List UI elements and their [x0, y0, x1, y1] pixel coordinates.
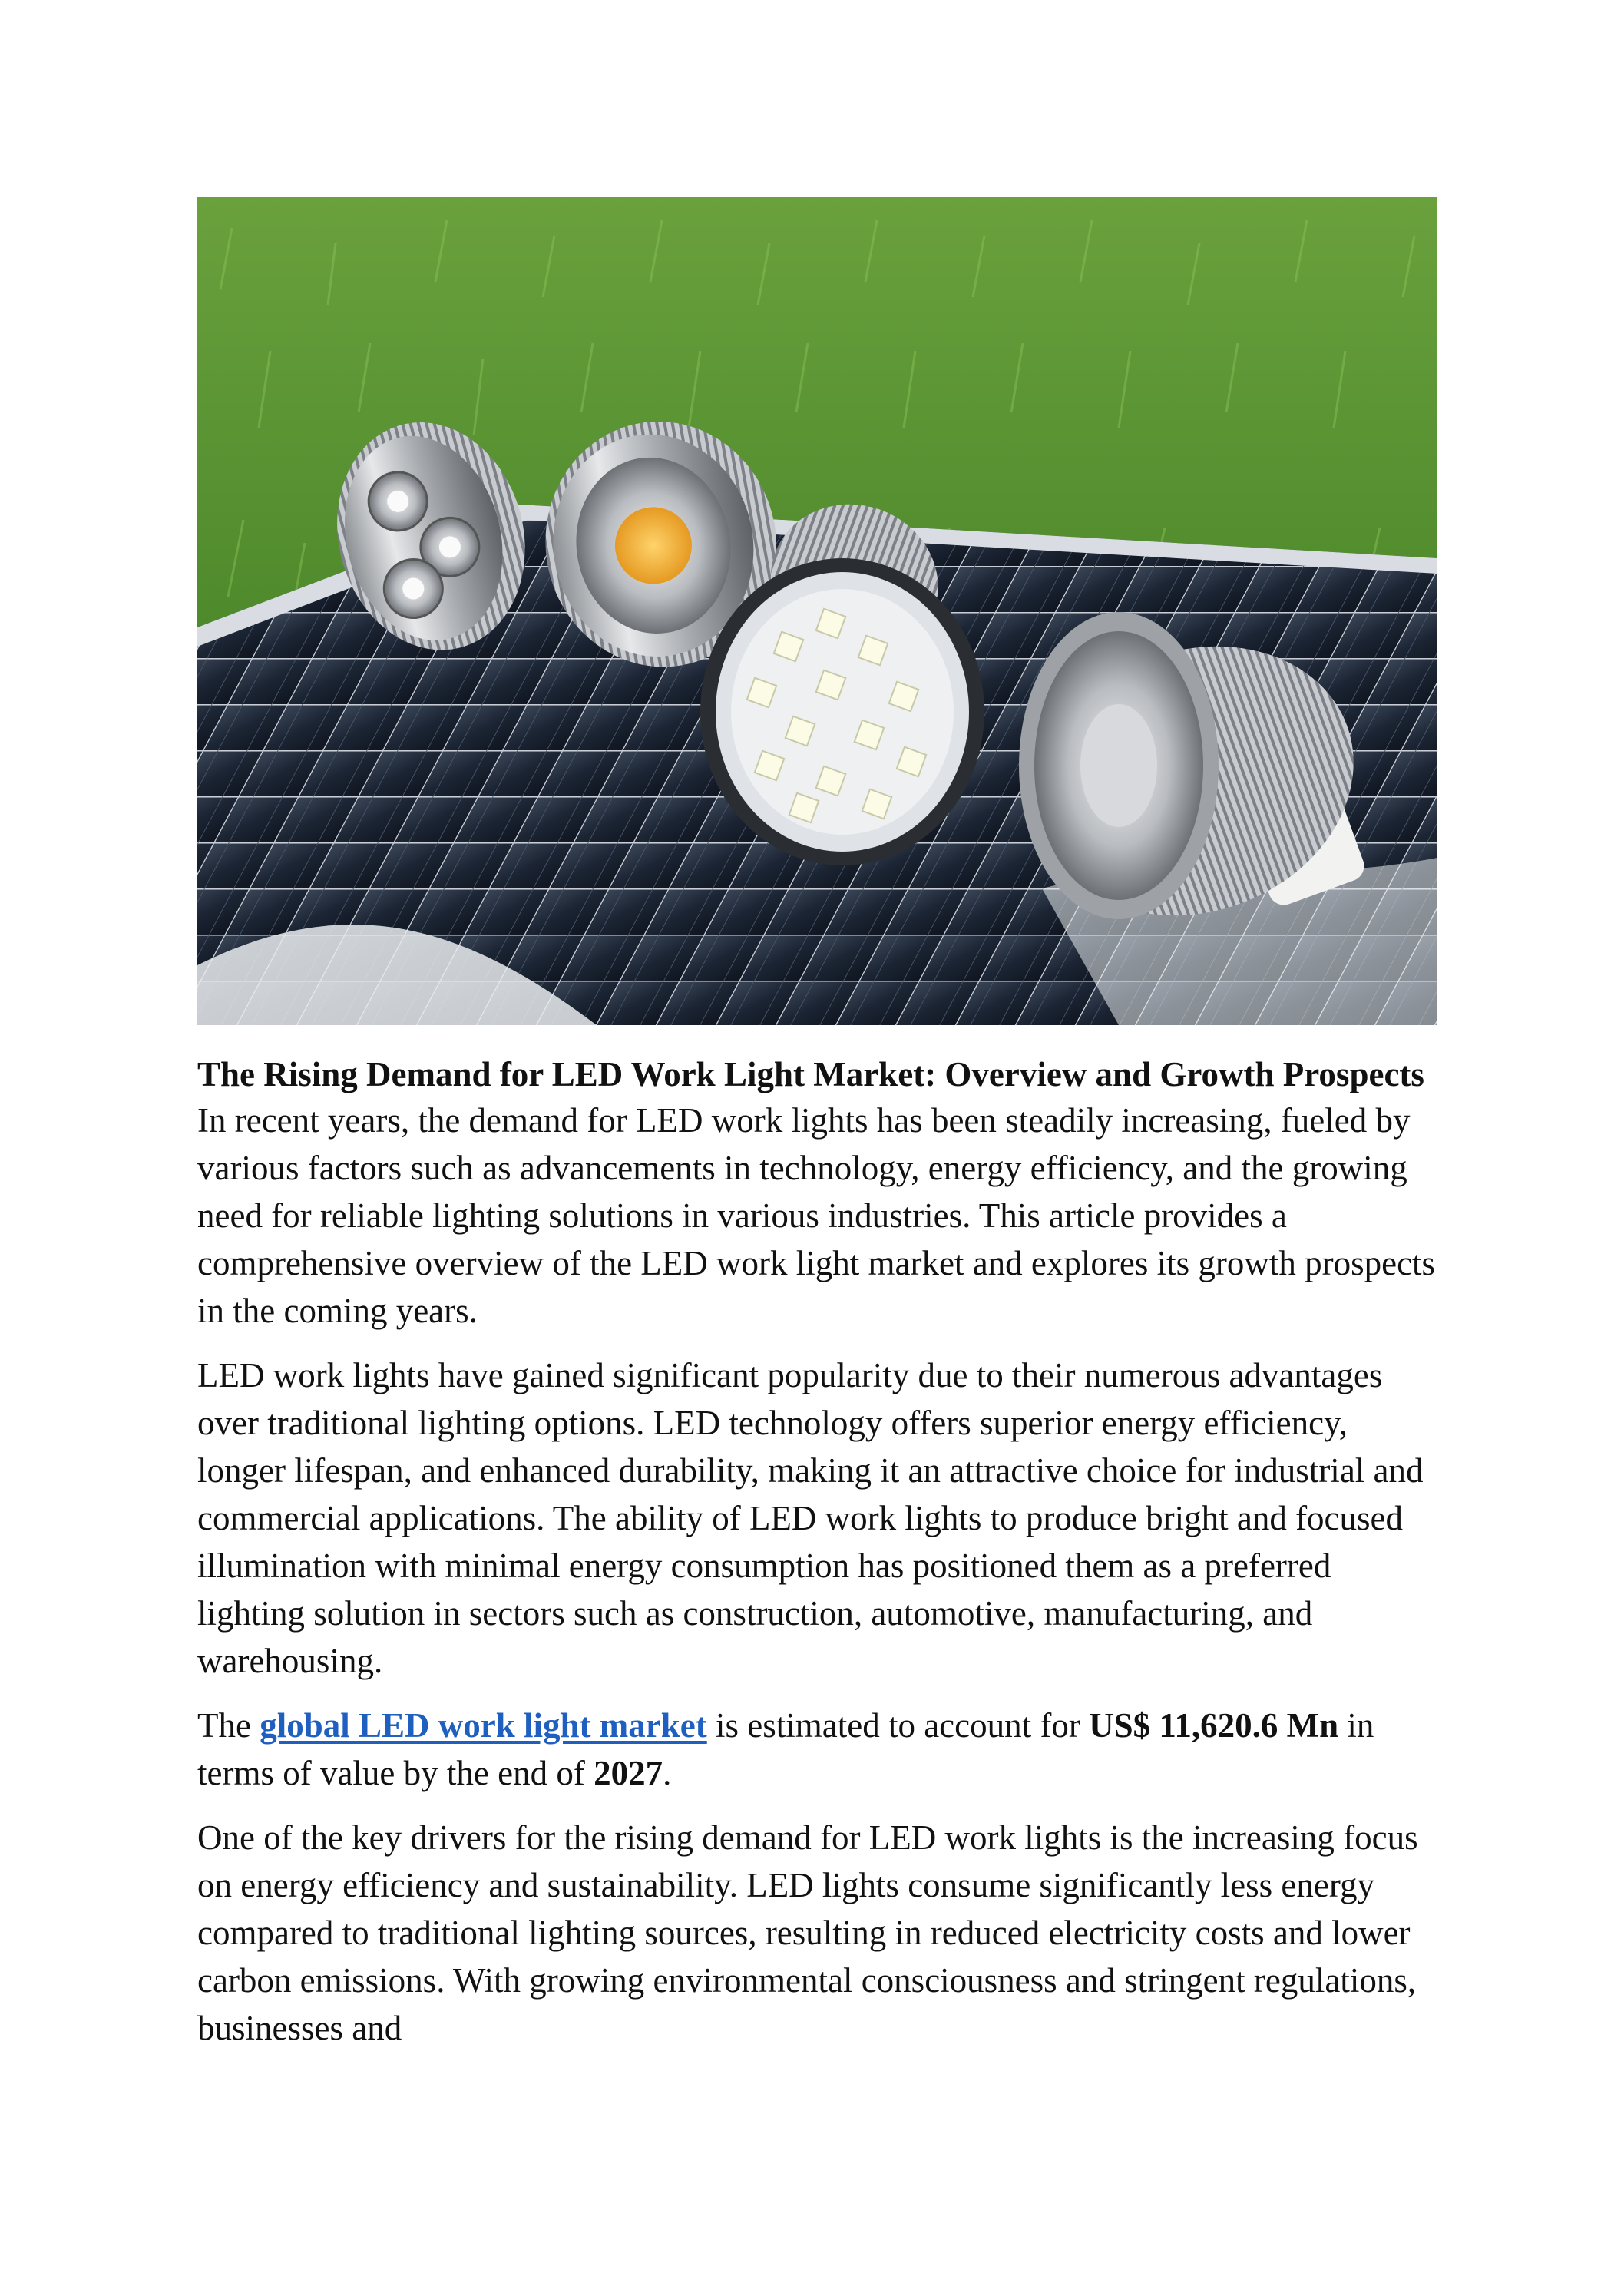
paragraph-intro: In recent years, the demand for LED work lights has been steadily increasing, fueled by various factors such as advancements in technology, energy efficiency, and the growing need for reliable lighting solutions in various industries. This article provides a comprehensive overview of the LED work light market and explores its growth prospects in the coming years.: [197, 1101, 1436, 1330]
market-value-suffix: .: [663, 1754, 672, 1792]
paragraph-market-value: [197, 1702, 1441, 1797]
market-value-after: in terms of value by the end of: [197, 1706, 1374, 1792]
market-value-middle: is estimated to account for: [706, 1706, 1090, 1745]
paragraph-advantages: LED work lights have gained significant popularity due to their numerous advantages over traditional lighting options. LED technology offers superior energy efficiency, longer lifespan, and enhanced durability, making it an attractive choice for industrial and commercial applications. The ability of LED work lights to produce bright and focused illumination with minimal energy consumption has positioned them as a preferred lighting solution in sectors such as construction, automotive, manufacturing, and warehousing.: [197, 1356, 1424, 1680]
market-value-prefix: The: [197, 1706, 260, 1745]
paragraph-drivers: One of the key drivers for the rising demand for LED work lights is the increasing focus on energy efficiency and sustainability. LED lights consume significantly less energy compared to traditional lighting sources, resulting in reduced electricity costs and lower carbon emissions. With growing environmental consciousness and stringent regulations, businesses and: [197, 1818, 1418, 2047]
market-value-amount: US$ 11,620.6 Mn: [1089, 1706, 1339, 1745]
article-body: [197, 1052, 1441, 2069]
market-value-year: 2027: [594, 1754, 663, 1792]
hero-photo: [197, 197, 1437, 1025]
global-led-market-link[interactable]: global LED work light market: [260, 1706, 707, 1745]
article-title: The Rising Demand for LED Work Light Market: Overview and Growth Prospects: [197, 1055, 1424, 1093]
